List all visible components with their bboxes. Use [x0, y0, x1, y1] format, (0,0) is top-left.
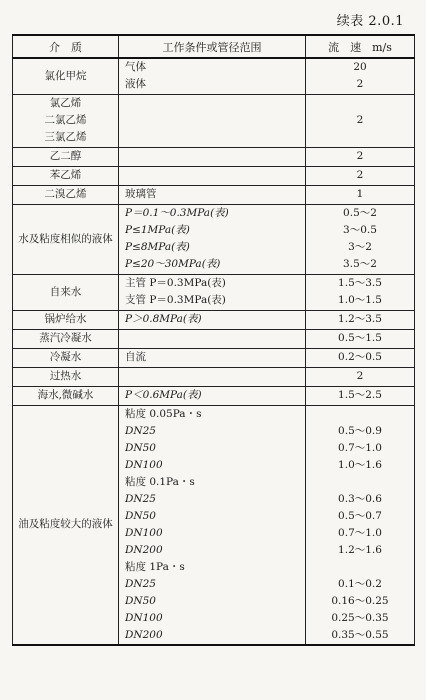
velocity-value: 0.16～0.25 [331, 594, 389, 607]
condition-text: P＞0.8MPa(表) [125, 313, 202, 325]
table-caption: 续表 2.0.1 [336, 14, 404, 29]
condition-text: P≤20～30MPa(表) [125, 258, 221, 270]
velocity-value: 0.2～0.5 [338, 351, 382, 363]
condition-text: 自流 [125, 351, 146, 363]
condition-text: DN25 [125, 424, 156, 437]
table-body [13, 58, 415, 645]
velocity-cell [306, 94, 415, 147]
table-row [13, 204, 415, 274]
table-row [13, 348, 415, 367]
medium-cell [13, 204, 119, 274]
medium-cell [13, 386, 119, 405]
medium-text: 氯乙烯 [49, 97, 82, 109]
table-row [13, 274, 415, 310]
table-row [13, 367, 415, 386]
velocity-cell [306, 348, 415, 367]
velocity-value: 3～0.5 [343, 224, 377, 236]
table-row [13, 386, 415, 405]
medium-text: 过热水 [49, 370, 82, 382]
condition-text: 液体 [125, 78, 146, 91]
condition-text: P＝0.1～0.3MPa(表) [125, 207, 229, 219]
table-header-row [13, 35, 415, 58]
condition-cell [119, 386, 306, 405]
table-row [13, 405, 415, 645]
velocity-value: 0.25～0.35 [331, 611, 389, 624]
medium-text: 海水,微碱水 [37, 389, 94, 401]
table-row [13, 147, 415, 166]
table-row [13, 58, 415, 94]
velocity-cell [306, 58, 415, 94]
medium-text: 水及粘度相似的液体 [18, 232, 113, 245]
velocity-cell [306, 329, 415, 348]
condition-text: DN50 [125, 594, 156, 607]
velocity-value: 3.5～2 [343, 258, 377, 270]
velocity-value: 0.1～0.2 [338, 577, 382, 590]
header-condition: 工作条件或管径范围 [119, 35, 306, 58]
velocity-value: 1 [356, 188, 364, 200]
condition-text: 粘度 1Pa・s [125, 560, 185, 573]
velocity-cell [306, 367, 415, 386]
medium-cell [13, 166, 119, 185]
velocity-cell [306, 166, 415, 185]
medium-text: 蒸汽冷凝水 [39, 332, 92, 344]
medium-cell [13, 310, 119, 329]
condition-text: DN25 [125, 577, 156, 590]
velocity-cell [306, 204, 415, 274]
condition-cell [119, 329, 306, 348]
condition-text: 粘度 0.05Pa・s [125, 407, 202, 420]
velocity-value: 0.5～0.9 [338, 424, 382, 437]
velocity-value: 3～2 [348, 241, 372, 253]
medium-cell [13, 58, 119, 94]
velocity-cell [306, 147, 415, 166]
velocity-value: 0.3～0.6 [338, 492, 382, 505]
medium-cell [13, 185, 119, 204]
condition-text: P≤1MPa(表) [125, 224, 190, 236]
medium-cell [13, 329, 119, 348]
condition-cell [119, 310, 306, 329]
velocity-value: 0.5～0.7 [338, 509, 382, 522]
medium-text: 锅炉给水 [44, 313, 87, 325]
velocity-value [310, 406, 410, 423]
velocity-value: 0.35～0.55 [331, 628, 389, 641]
velocity-value: 1.0～1.6 [338, 458, 382, 471]
velocity-value [310, 474, 410, 491]
medium-text: 自来水 [49, 285, 82, 298]
condition-cell [119, 185, 306, 204]
velocity-value: 2 [356, 114, 364, 126]
condition-text: DN200 [125, 543, 163, 556]
condition-text: DN100 [125, 458, 163, 471]
velocity-cell [306, 310, 415, 329]
table-row [13, 310, 415, 329]
medium-text: 二氯乙烯 [44, 114, 87, 126]
velocity-value: 2 [356, 169, 364, 181]
medium-cell [13, 147, 119, 166]
condition-cell [119, 367, 306, 386]
medium-cell [13, 274, 119, 310]
condition-text: DN50 [125, 509, 156, 522]
velocity-value: 1.2～3.5 [338, 313, 382, 325]
velocity-cell [306, 185, 415, 204]
condition-cell [119, 58, 306, 94]
condition-cell [119, 204, 306, 274]
medium-cell [13, 348, 119, 367]
table-row [13, 166, 415, 185]
condition-text: DN50 [125, 441, 156, 454]
medium-text: 乙二醇 [49, 150, 82, 162]
medium-text: 二溴乙烯 [44, 188, 87, 200]
condition-text: 玻璃管 [125, 188, 157, 200]
condition-cell [119, 147, 306, 166]
condition-cell [119, 94, 306, 147]
condition-text: DN100 [125, 526, 163, 539]
medium-cell [13, 405, 119, 645]
table-row [13, 94, 415, 147]
velocity-value: 2 [356, 370, 364, 382]
condition-text: P≤8MPa(表) [125, 241, 190, 253]
velocity-value: 1.5～3.5 [338, 277, 382, 289]
velocity-cell [306, 386, 415, 405]
flow-velocity-table [12, 34, 415, 646]
medium-text: 冷凝水 [49, 351, 82, 363]
velocity-value: 1.5～2.5 [338, 389, 382, 401]
velocity-value: 0.5～2 [343, 207, 377, 219]
header-medium: 介 质 [13, 35, 119, 58]
table-row [13, 329, 415, 348]
velocity-value: 1.0～1.5 [338, 294, 382, 306]
medium-text: 苯乙烯 [49, 169, 82, 181]
condition-cell [119, 274, 306, 310]
velocity-cell [306, 405, 415, 645]
velocity-cell [306, 274, 415, 310]
condition-text: 主管 P＝0.3MPa(表) [125, 277, 226, 289]
velocity-value: 0.7～1.0 [338, 526, 382, 539]
condition-cell [119, 166, 306, 185]
condition-text: P＜0.6MPa(表) [125, 389, 202, 401]
condition-text: 气体 [125, 61, 146, 74]
velocity-value: 0.7～1.0 [338, 441, 382, 454]
velocity-value: 1.2～1.6 [338, 543, 382, 556]
condition-text: DN100 [125, 611, 163, 624]
medium-text: 三氯乙烯 [44, 131, 87, 143]
header-velocity: 流 速 m/s [306, 35, 415, 58]
velocity-value [310, 559, 410, 576]
velocity-value: 2 [356, 78, 364, 91]
velocity-value: 2 [356, 150, 364, 162]
medium-text: 油及粘度较大的液体 [18, 518, 113, 530]
condition-cell [119, 405, 306, 645]
medium-cell [13, 367, 119, 386]
velocity-value: 0.5～1.5 [338, 332, 382, 344]
medium-text: 氯化甲烷 [44, 69, 87, 82]
condition-text: 支管 P＝0.3MPa(表) [125, 294, 226, 306]
condition-cell [119, 348, 306, 367]
table-row [13, 185, 415, 204]
condition-text: DN200 [125, 628, 163, 641]
velocity-value: 20 [353, 61, 367, 74]
condition-text: DN25 [125, 492, 156, 505]
medium-cell [13, 94, 119, 147]
condition-text: 粘度 0.1Pa・s [125, 475, 195, 488]
